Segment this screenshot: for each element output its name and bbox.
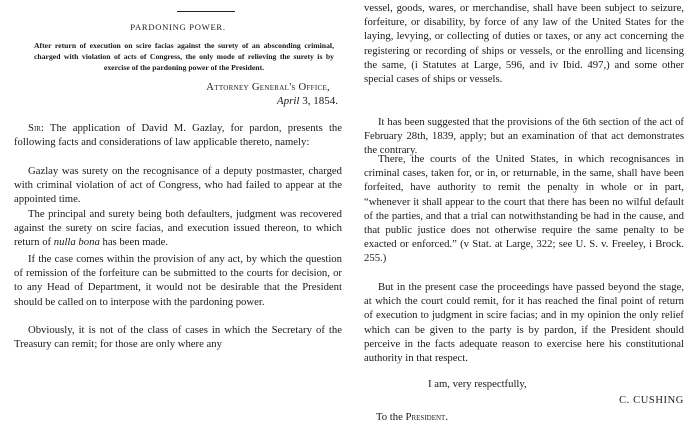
paragraph-4: If the case comes within the provision of any act, by which the question of remission of the forfeiture can be submitted to the courts for decision, or to any Head of Department, it would not be desirable that the President should be called on to interpose with the pardoning power.	[14, 253, 342, 308]
right-paragraph-2: It has been suggested that the provisions of the 6th section of the act of February 28th, 1839, apply; but an examination of that act demonstrates the contrary.	[364, 116, 684, 157]
title-rule	[177, 11, 235, 12]
addressee-suffix: .	[445, 411, 448, 423]
salutation: Sir	[28, 122, 41, 134]
addressee-line	[376, 411, 448, 423]
headnote-summary: After return of execution on scire facias against the surety of an absconding criminal, charged with violation of acts of Congress, the only mode of relieving the surety is by exercise of the pardoning power of the President.	[34, 41, 334, 72]
office-line: Attorney General's Office,	[206, 82, 330, 93]
signature: C. CUSHING	[619, 395, 684, 406]
paragraph-2: Gazlay was surety on the recognisance of a deputy postmaster, charged with criminal violation of act of Congress, who had failed to appear at the appointed time.	[14, 165, 342, 206]
addressee-prefix: To the	[376, 411, 406, 423]
closing-line: I am, very respectfully,	[428, 378, 527, 390]
right-paragraph-1: vessel, goods, wares, or merchandise, shall have been subject to seizure, forfeiture, or disability, by force of any law of the United States for the laying, levying, or collecting of duties or taxes, or any act concerning the registering or recording of ships or vessels, or the enrolling and licensing the same, (i Statutes at Large, 596, and iv Ibid. 497,) and some other special cases of ships or vessels.	[364, 2, 684, 86]
paragraph-1-text: : The application of David M. Gazlay, for pardon, presents the following facts and considerations of law applicable thereto, namely:	[14, 122, 342, 149]
paragraph-5: Obviously, it is not of the class of cases in which the Secretary of the Treasury can remit; for those are only where any	[14, 324, 342, 351]
paragraph-3-end: has been made.	[99, 236, 169, 249]
date-rest: 3, 1854.	[299, 95, 338, 107]
paragraph-1	[14, 121, 342, 149]
date-month: April	[276, 95, 300, 107]
date-line	[14, 95, 338, 107]
addressee-name: President	[405, 411, 446, 423]
section-title: PARDONING POWER.	[130, 22, 226, 32]
paragraph-3-italic: nulla bona	[53, 236, 100, 249]
right-paragraph-3: There, the courts of the United States, in which recognisances in criminal cases, taken for, or in, or returnable, in the same, shall have been forfeited, have authority to remit the penalty in whole or in part, “whenever it shall appear to the court that there has been no wilful default of the parties, and that a trial can notwithstanding be had in the cause, and that public justice does not otherwise require the same penalty to be exacted or enforced.” (v Stat. at Large, 322; see U. S. v. Freeley, i Brock. 255.)	[364, 153, 684, 265]
paragraph-3-text: The principal and surety being both defaulters, judgment was recovered against the surety on scire facias, and execution issued thereon, to which return of	[14, 208, 342, 249]
paragraph-3	[14, 207, 342, 250]
right-paragraph-4: But in the present case the proceedings have passed beyond the stage, at which the court could remit, for it has reached the final point of return of execution to judgment in scire facias; and in my opinion the only relief which can be given to the party is by pardon, if the President should perceive in the facts adequate reason to exercise here his constitutional authority in that respect.	[364, 281, 684, 365]
